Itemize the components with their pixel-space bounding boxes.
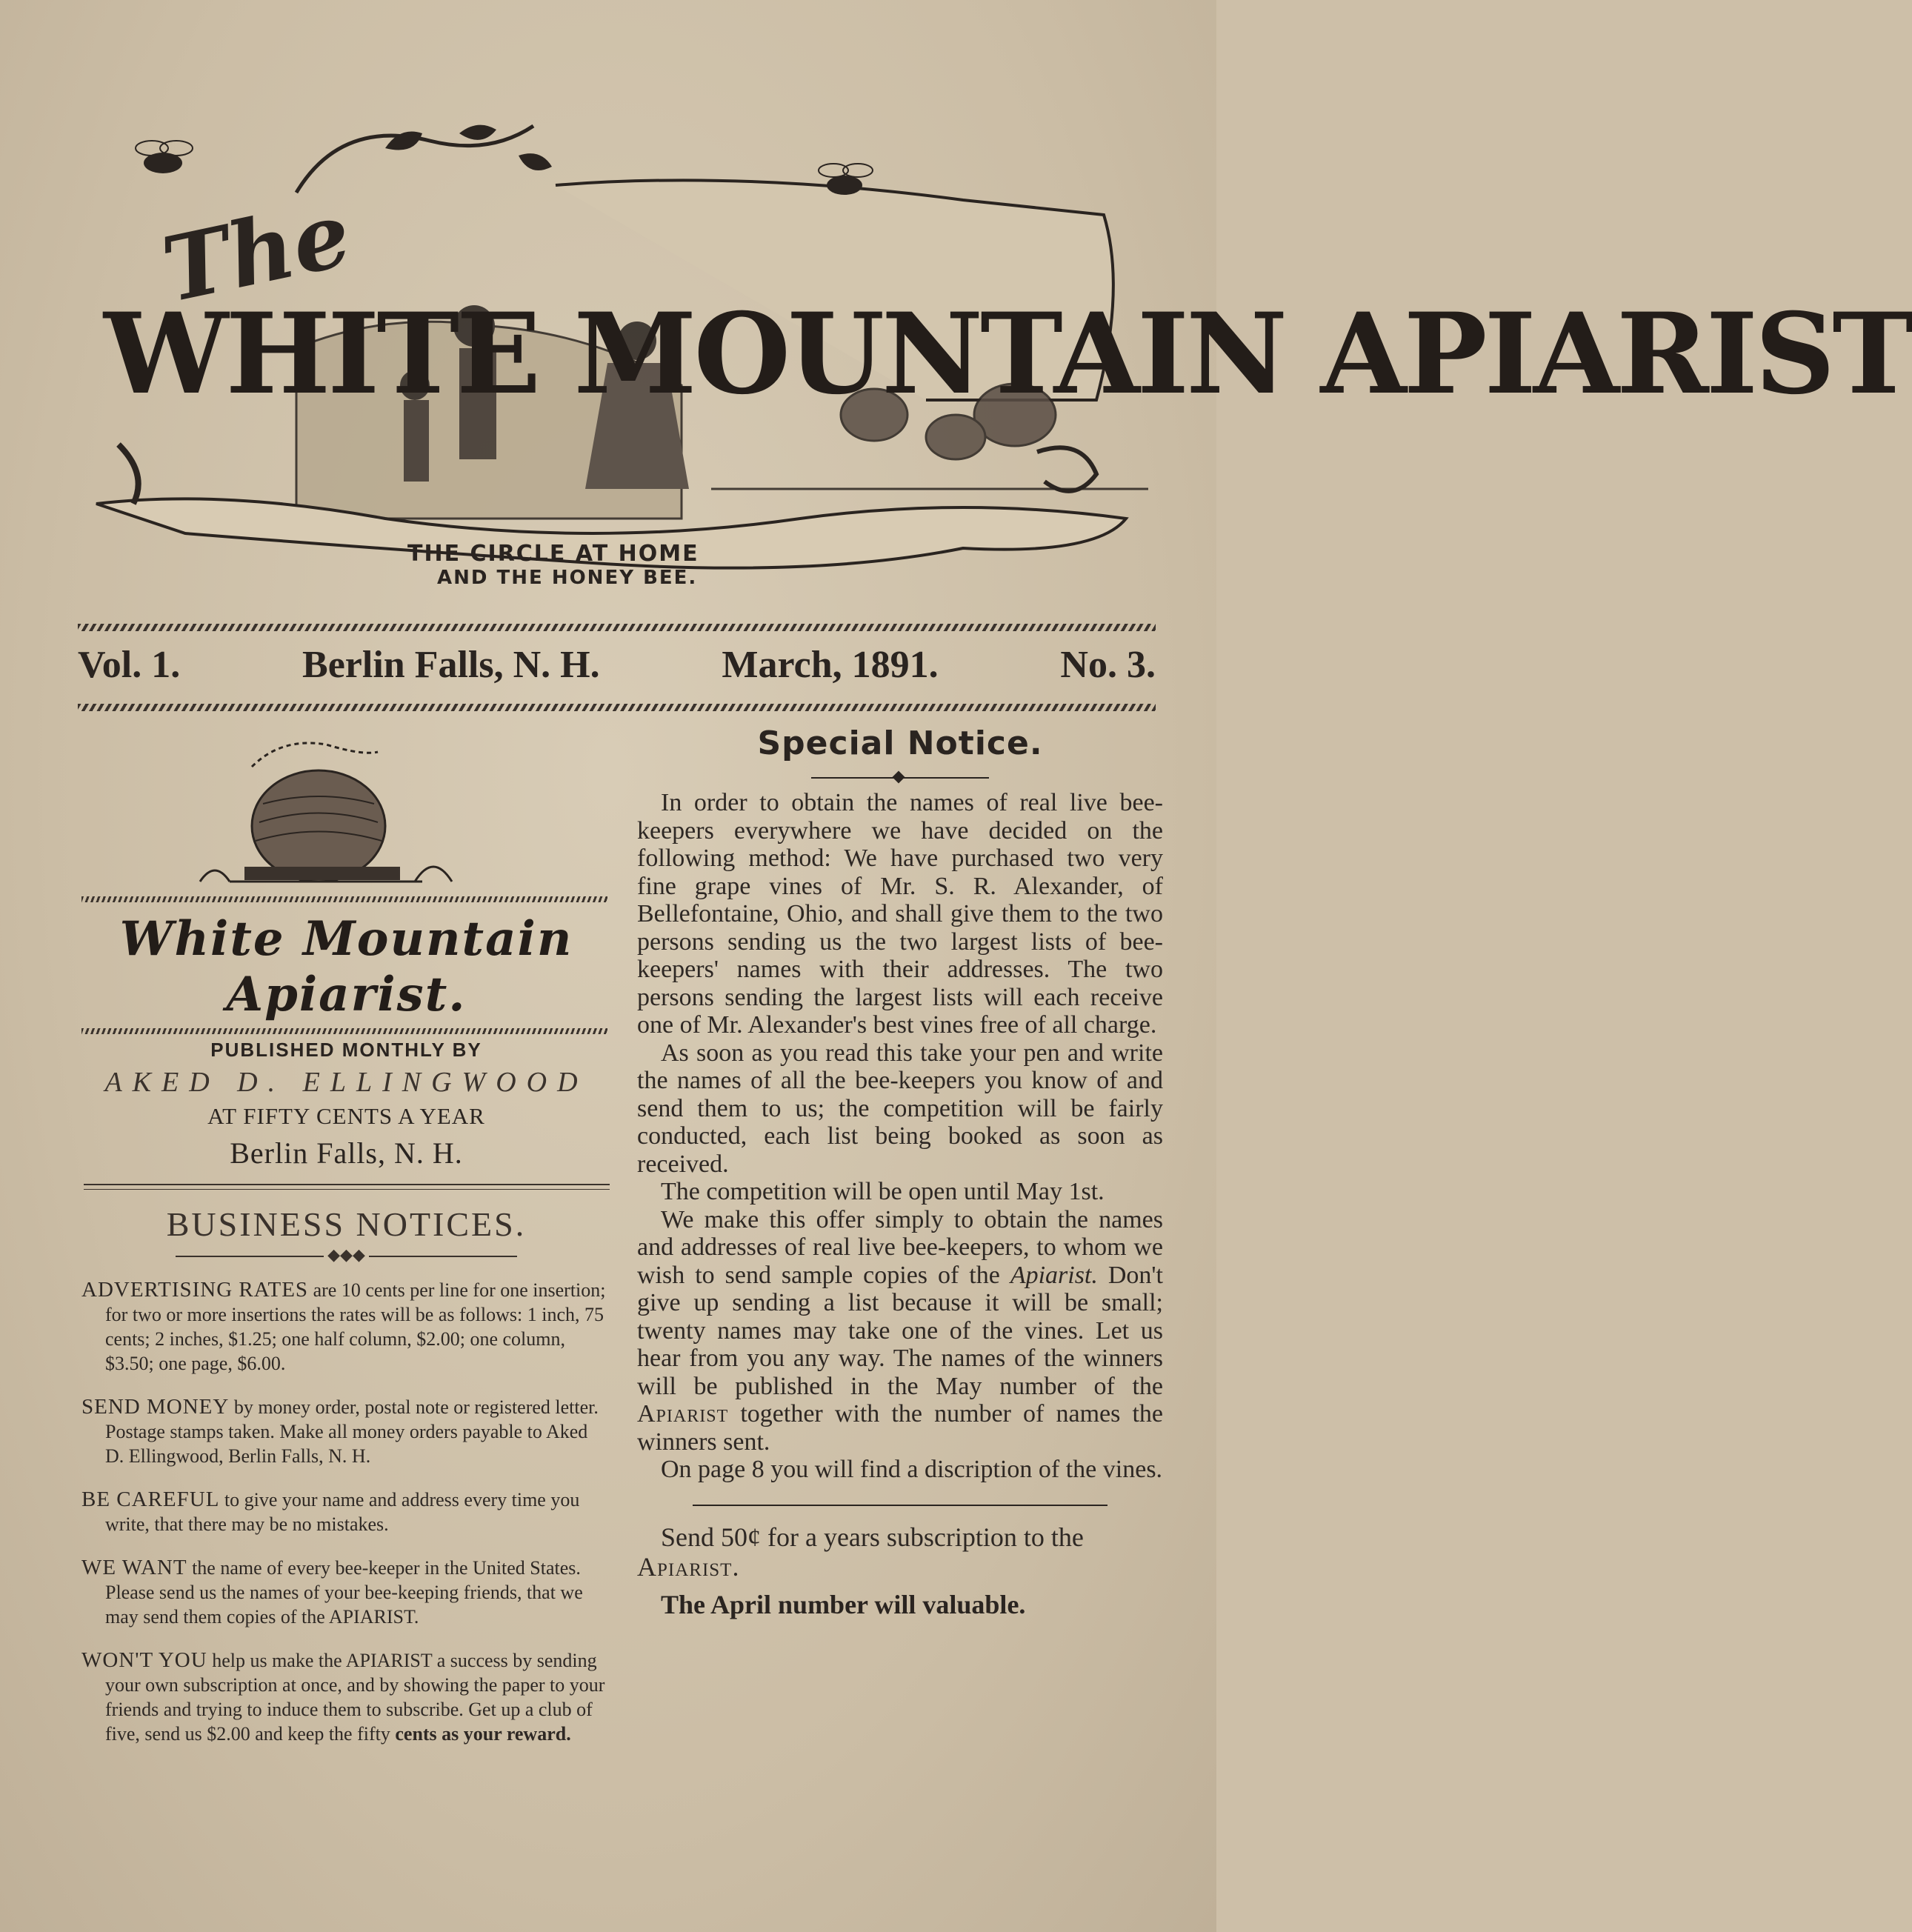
masthead-tagline [407, 541, 699, 589]
special-paragraph-2: As soon as you read this take your pen and write the names of all the bee-keepers you know of and send them to us; the competition will be fairly conducted, each list being booked as soon as received. [637, 1039, 1163, 1178]
imprint-title: White Mountain Apiarist. [119, 911, 573, 1022]
special-paragraph-5: On page 8 you will find a discription of the vines. [661, 1456, 1163, 1483]
masthead-rule-bottom [78, 704, 1156, 711]
special-divider [811, 777, 989, 779]
tagline-line-1: THE CIRCLE AT HOME [407, 541, 699, 567]
issue-date: March, 1891. [722, 644, 939, 686]
published-by: PUBLISHED MONTHLY BY [210, 1039, 482, 1061]
subscription-line: Send 50¢ for a years subscription to the Apiarist. [637, 1522, 1084, 1582]
imprint-rule-bottom [81, 1028, 607, 1034]
business-ornament: ◆◆◆ [81, 1245, 611, 1265]
bee-icon-left [136, 141, 193, 173]
publisher-name: AKED D. ELLINGWOOD [104, 1067, 588, 1098]
special-paragraph-1: In order to obtain the names of real live bee-keepers everywhere we have decided on the following method: We have purchased two very fine grape vines of Mr. S. R. Alexander, of Bellefontaine, Ohio, and shall give them to the two persons sending us the two largest lists of bee-keepers' names with their addresses. The two persons sending the largest lists will each receive one of Mr. Alexander's best vines free of all charge. [637, 789, 1163, 1039]
special-paragraph-4: We make this offer simply to obtain the names and addresses of real live bee-keepers, to whom we wish to send sample copies of the Apiarist. Don't give up sending a list because it will be small; twenty names may take one of the vines. Let us hear from you any way. The names of the winners will be published in the May number of the Apiarist together with the number of names the winners sent. [637, 1205, 1163, 1456]
masthead-title: WHITE MOUNTAIN APIARIST [104, 289, 1912, 419]
april-note: The April number will valuable. [661, 1589, 1026, 1619]
masthead-rule-top [78, 624, 1156, 631]
issue-place: Berlin Falls, N. H. [302, 644, 600, 686]
imprint-rule-top [81, 896, 607, 902]
notice-we-want: WE WANT the name of every bee-keeper in the United States. Please send us the names of your bee-keeping friends, that we may send them copies of the APIARIST. [81, 1556, 583, 1628]
notice-wont-you: WON'T YOU help us make the APIARIST a success by sending your own subscription at once, and by showing the paper to your friends and trying to induce them to subscribe. Get up a club of five, send us $2.00 and keep the fifty cents as your reward. [81, 1648, 605, 1745]
notice-be-careful: BE CAREFUL to give your name and address every time you write, that there may be no mistakes. [81, 1488, 580, 1535]
special-notice-heading: Special Notice. [757, 724, 1043, 762]
left-column [81, 733, 611, 1765]
right-column [637, 724, 1163, 1647]
business-notices-heading: BUSINESS NOTICES. [166, 1205, 527, 1243]
notice-send-money: SEND MONEY by money order, postal note or registered letter. Postage stamps taken. Make all money orders payable to Aked D. Ellingwood, Berlin Falls, N. H. [81, 1395, 599, 1467]
beehive-illustration [81, 733, 611, 896]
special-paragraph-3: The competition will be open until May 1st. [661, 1178, 1105, 1205]
imprint-place: Berlin Falls, N. H. [230, 1136, 463, 1170]
issue-line [78, 643, 1156, 687]
subscription-price: AT FIFTY CENTS A YEAR [207, 1103, 485, 1129]
imprint-divider [84, 1184, 610, 1190]
masthead [74, 104, 1912, 615]
notice-advertising: ADVERTISING RATES are 10 cents per line for one insertion; for two or more insertions the rates will be as follows: 1 inch, 75 cents; 2 inches, $1.25; one half column, $2.00; one column, $3.50; one page, $6.00. [81, 1278, 606, 1374]
footer-divider [693, 1505, 1107, 1506]
tagline-line-2: AND THE HONEY BEE. [437, 567, 698, 589]
issue-number: No. 3. [1060, 644, 1156, 686]
issue-volume: Vol. 1. [78, 644, 181, 686]
masthead-title-the: The [154, 181, 359, 323]
